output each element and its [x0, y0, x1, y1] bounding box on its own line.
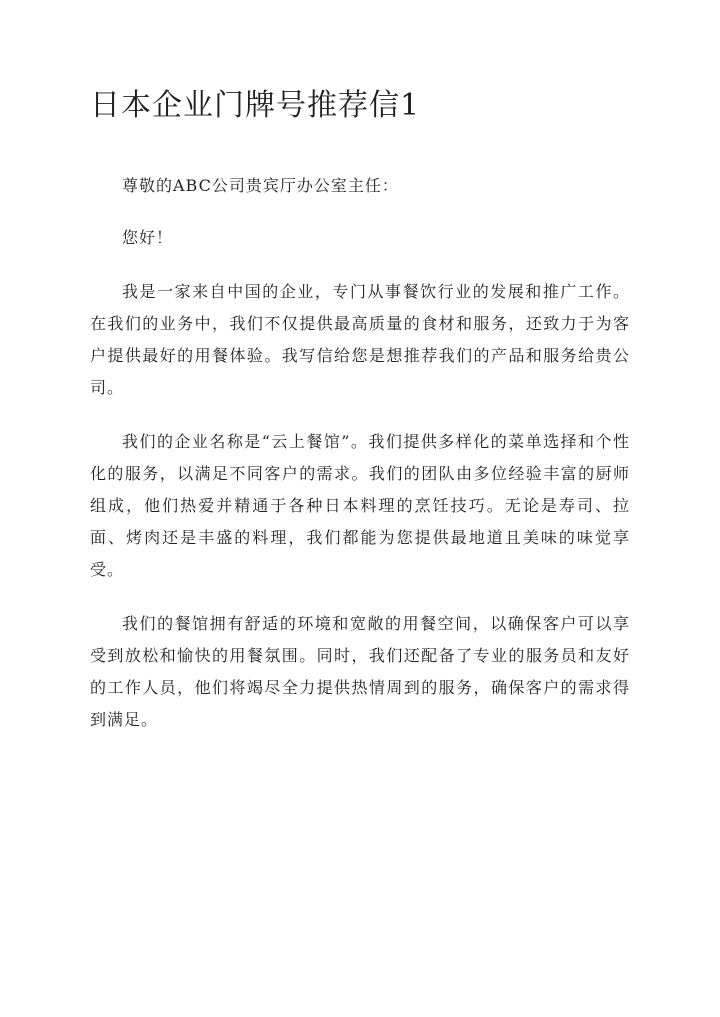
letter-body: [90, 170, 630, 758]
document-title: 日本企业门牌号推荐信1: [90, 88, 421, 123]
paragraph-2: 我们的企业名称是“云上餐馆”。我们提供多样化的菜单选择和个性化的服务，以满足不同客户的需求。我们的团队由多位经验丰富的厨师组成，他们热爱并精通于各种日本料理的烹饪技巧。无论是寿司、拉面、烤肉还是丰盛的料理，我们都能为您提供最地道且美味的味觉享受。: [90, 432, 630, 579]
greeting: 您好！: [122, 228, 174, 247]
salutation: 尊敬的ABC公司贵宾厅办公室主任：: [122, 176, 399, 195]
paragraph-1: 我是一家来自中国的企业，专门从事餐饮行业的发展和推广工作。在我们的业务中，我们不仅提供最高质量的食材和服务，还致力于为客户提供最好的用餐体验。我写信给您是想推荐我们的产品和服务给贵公司。: [90, 282, 630, 397]
paragraph-3: 我们的餐馆拥有舒适的环境和宽敞的用餐空间，以确保客户可以享受到放松和愉快的用餐氛围。同时，我们还配备了专业的服务员和友好的工作人员，他们将竭尽全力提供热情周到的服务，确保客户的需求得到满足。: [90, 614, 630, 729]
